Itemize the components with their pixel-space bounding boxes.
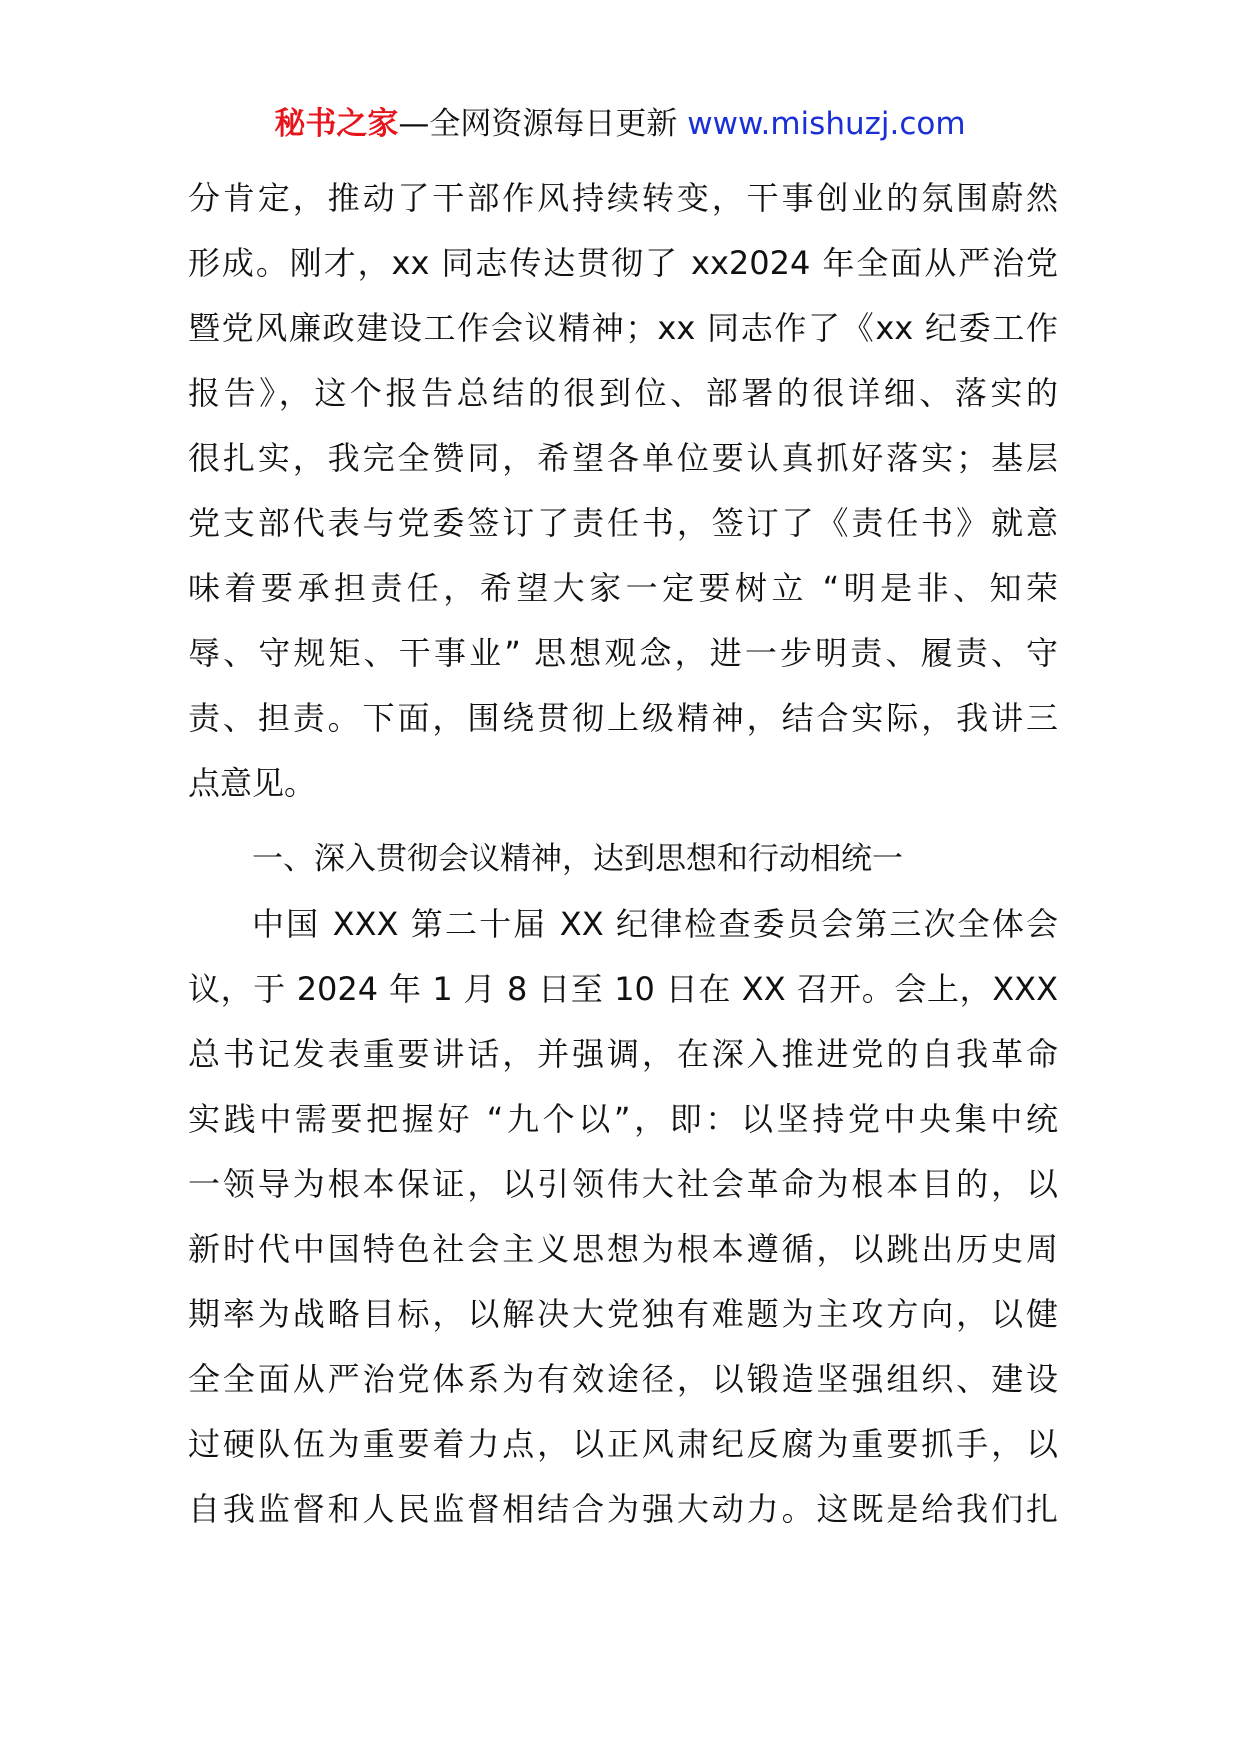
text-line: 议，于 2024 年 1 月 8 日至 10 日在 XX 召开。会上，XXX (188, 970, 1058, 1008)
paragraph-1 (188, 166, 1058, 816)
text-line: 点意见。 (188, 764, 317, 802)
text-line: 辱、守规矩、干事业” 思想观念，进一步明责、履责、守 (188, 634, 1058, 672)
text-line: 自我监督和人民监督相结合为强大动力。这既是给我们扎 (188, 1490, 1058, 1528)
text-line: 很扎实，我完全赞同，希望各单位要认真抓好落实；基层 (188, 439, 1058, 477)
text-line: 暨党风廉政建设工作会议精神；xx 同志作了《xx 纪委工作 (188, 309, 1058, 347)
paragraph-2 (188, 892, 1058, 1542)
text-line: 一领导为根本保证，以引领伟大社会革命为根本目的，以 (188, 1165, 1058, 1203)
text-line: 责、担责。下面，围绕贯彻上级精神，结合实际，我讲三 (188, 699, 1058, 737)
brand-name: 秘书之家 (274, 106, 399, 142)
text-line: 过硬队伍为重要着力点，以正风肃纪反腐为重要抓手，以 (188, 1425, 1058, 1463)
text-line: 形成。刚才，xx 同志传达贯彻了 xx2024 年全面从严治党 (188, 244, 1058, 282)
header-tagline: —全网资源每日更新 (398, 106, 678, 142)
text-line: 分肯定，推动了干部作风持续转变，干事创业的氛围蔚然 (188, 179, 1058, 217)
text-line: 味着要承担责任，希望大家一定要树立 “明是非、知荣 (188, 569, 1058, 607)
text-line: 中国 XXX 第二十届 XX 纪律检查委员会第三次全体会 (252, 905, 1058, 943)
text-line: 党支部代表与党委签订了责任书，签订了《责任书》就意 (188, 504, 1058, 542)
document-body (188, 166, 1058, 1542)
text-line: 新时代中国特色社会主义思想为根本遵循，以跳出历史周 (188, 1230, 1058, 1268)
text-line: 期率为战略目标，以解决大党独有难题为主攻方向，以健 (188, 1295, 1058, 1333)
site-url[interactable]: www.mishuzj.com (687, 106, 966, 142)
text-line: 实践中需要把握好 “九个以”，即：以坚持党中央集中统 (188, 1100, 1058, 1138)
text-line: 总书记发表重要讲话，并强调，在深入推进党的自我革命 (188, 1035, 1058, 1073)
section-heading: 一、深入贯彻会议精神，达到思想和行动相统一 (252, 841, 903, 877)
site-header (0, 104, 1240, 144)
text-line: 全全面从严治党体系为有效途径，以锻造坚强组织、建设 (188, 1360, 1058, 1398)
text-line: 报告》，这个报告总结的很到位、部署的很详细、落实的 (188, 374, 1058, 412)
